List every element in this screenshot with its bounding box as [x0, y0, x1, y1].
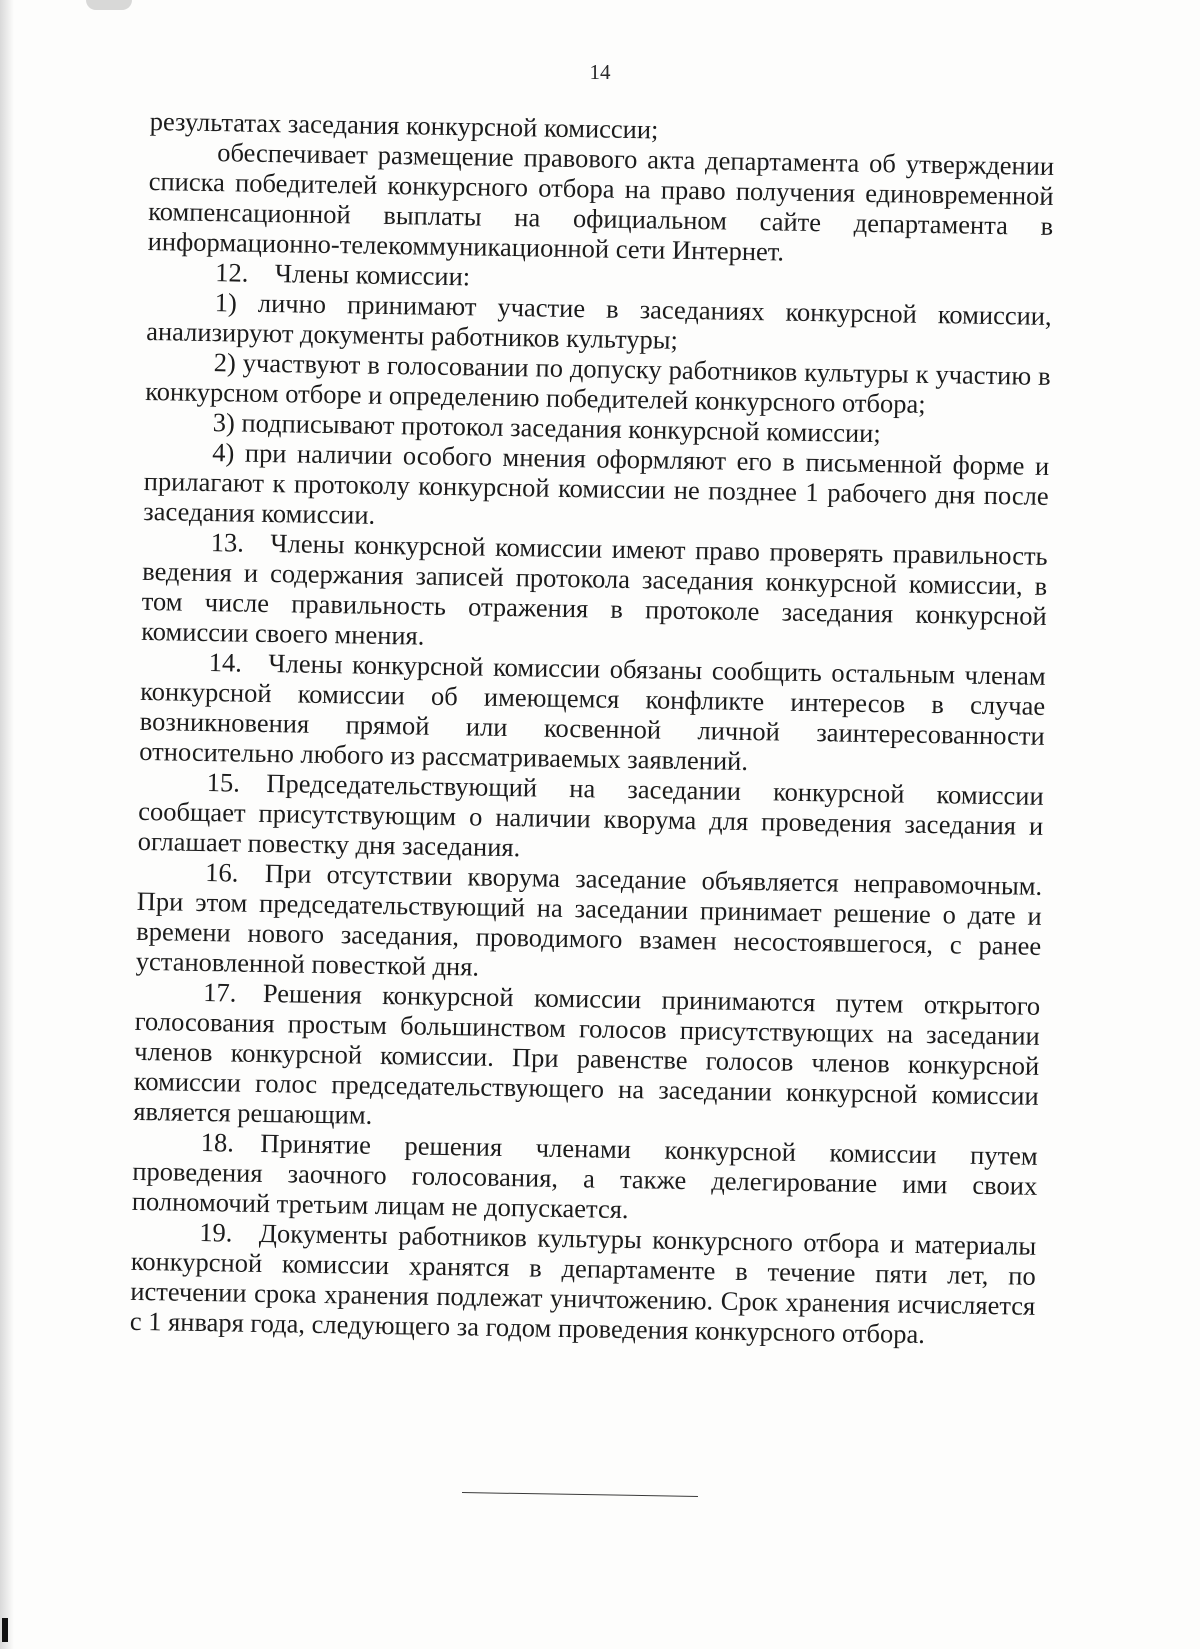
paragraph-13: 13. Члены конкурсной комиссии имеют право проверять правильность ведения и содержания записей протокола заседания конкурсной комиссии, в том числе правильность отражения в протоколе заседания конкурсной комиссии своего мнения. — [141, 527, 1048, 651]
paragraph-19: 19. Документы работников культуры конкурсного отбора и материалы конкурсной комиссии хранятся в департаменте в течение пяти лет, по истечении срока хранения подлежат уничтожению. Срок хранения исчисляется с 1 января года, следующего за годом проведения конкурсного отбора. — [129, 1216, 1037, 1350]
paragraph-12-item-3: 3) подписывают протокол заседания конкурсной комиссии; — [212, 407, 881, 449]
paragraph-12-item-4: 4) при наличии особого мнения оформляют его в письменной форме и прилагают к протоколу конкурсной комиссии не позднее 1 рабочего дня после заседания комиссии. — [143, 437, 1050, 530]
paragraph-17: 17. Решения конкурсной комиссии принимаются путем открытого голосования простым большинством голосов присутствующих на заседании членов конкурсной комиссии. При равенстве голосов членов конкурсной комиссии голос председательствующего на заседании конкурсной комиссии является решающим. — [133, 977, 1041, 1130]
paragraph-12-heading: 12. Члены комиссии: — [215, 257, 471, 292]
page-number: 14 — [589, 60, 611, 84]
end-separator-line — [462, 1492, 698, 1497]
scan-edge-shadow — [0, 0, 14, 1649]
paragraph-continuation: результатах заседания конкурсной комиссии; — [149, 106, 659, 145]
scan-corner-mark — [86, 0, 132, 10]
document-body — [130, 106, 1055, 1351]
paragraph-12-item-2: 2) участвуют в голосовании по допуску работников культуры к участию в конкурсном отборе и определению победителей конкурсного отбора; — [145, 347, 1051, 419]
paragraph-website-publication: обеспечивает размещение правового акта департамента об утверждении списка победителей конкурсного отбора на право получения единовременной компенсационной выплаты на официальном сайте департамента в информационно-телекоммуникационной сети Интернет. — [147, 137, 1055, 267]
scan-bottom-mark — [2, 1618, 8, 1642]
paragraph-16: 16. При отсутствии кворума заседание объявляется неправомочным. При этом председательствующий на заседании принимает решение о дате и времени нового заседания, проводимого взамен несостоявшегося, с ранее установленной повесткой дня. — [135, 857, 1043, 982]
paragraph-14: 14. Члены конкурсной комиссии обязаны сообщить остальным членам конкурсной комиссии об имеющемся конфликте интересов в случае возникновения прямой или косвенной личной заинтересованности относительно любого из рассматриваемых заявлений. — [139, 647, 1046, 777]
paragraph-15: 15. Председательствующий на заседании конкурсной комиссии сообщает присутствующим о наличии кворума для проведения заседания и оглашает повестку дня заседания. — [137, 767, 1044, 863]
paragraph-12-item-1: 1) лично принимают участие в заседаниях конкурсной комиссии, анализируют документы работников культуры; — [146, 287, 1052, 355]
paragraph-18: 18. Принятие решения членами конкурсной комиссии путем проведения заочного голосования, а также делегирование ими своих полномочий третьим лицам не допускается. — [131, 1126, 1038, 1225]
